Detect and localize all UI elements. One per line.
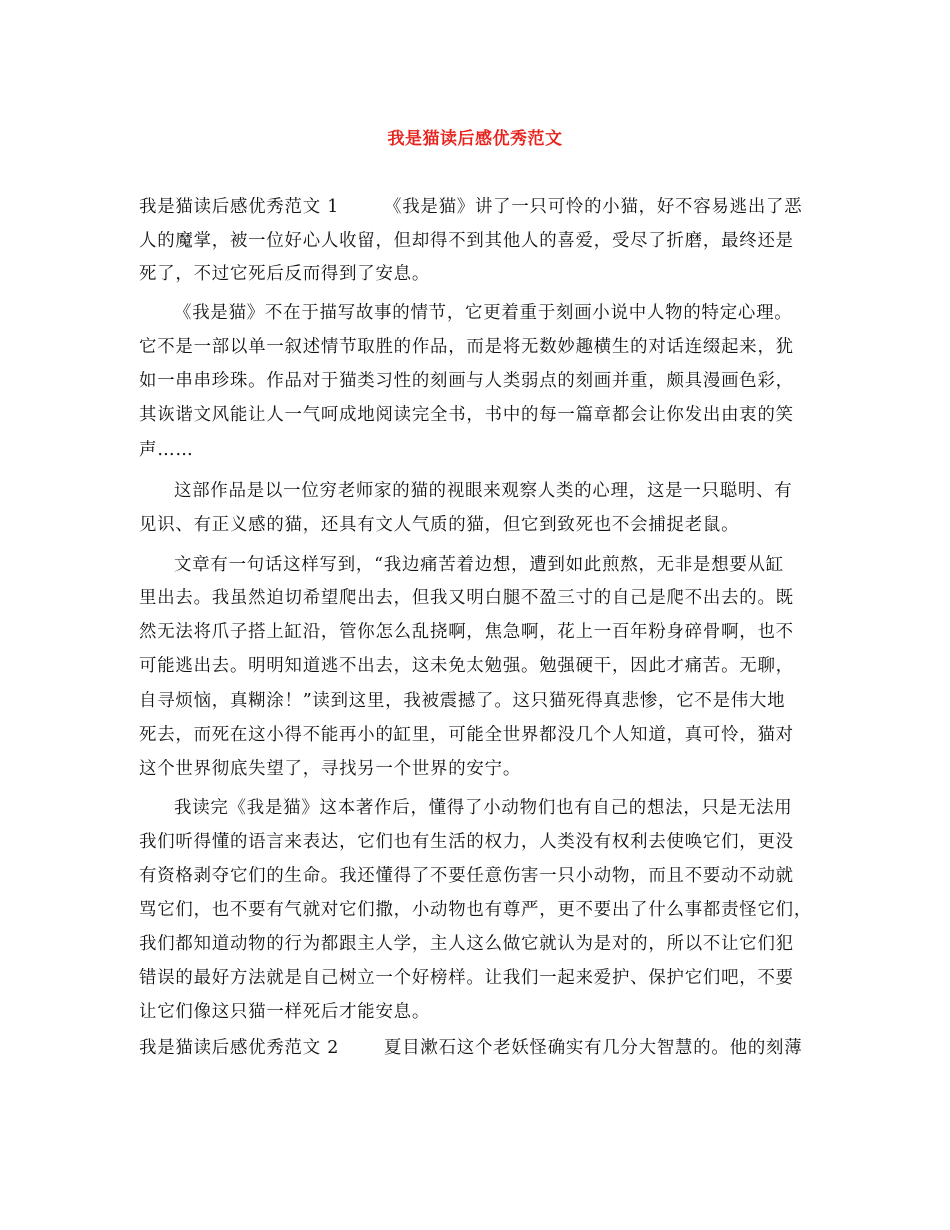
text-line: 可能逃出去。明明知道逃不出去，这未免太勉强。勉强硬干，因此才痛苦。无聊， xyxy=(139,656,794,676)
text-line: 骂它们，也不要有气就对它们撒，小动物也有尊严，更不要出了什么事都责怪它们， xyxy=(139,900,813,920)
text-line: 自寻烦恼，真糊涂！”读到这里，我被震撼了。这只猫死得真悲惨，它不是伟大地 xyxy=(139,691,786,711)
text-line: 然无法将爪子搭上缸沿，管你怎么乱挠啊，焦急啊，花上一百年粉身碎骨啊，也不 xyxy=(139,622,794,642)
text-line: 我们听得懂的语言来表达，它们也有生活的权力，人类没有权利去使唤它们，更没 xyxy=(139,832,794,852)
text-line: 错误的最好方法就是自己树立一个好榜样。让我们一起来爱护、保护它们吧，不要 xyxy=(139,968,794,988)
text-line: 死去，而死在这小得不能再小的缸里，可能全世界都没几个人知道，真可怜，猫对 xyxy=(139,725,794,745)
text-line: 我们都知道动物的行为都跟主人学，主人这么做它就认为是对的，所以不让它们犯 xyxy=(139,934,794,954)
text-line: 我读完《我是猫》这本著作后，懂得了小动物们也有自己的想法，只是无法用 xyxy=(174,798,793,818)
essay-1-first-line xyxy=(139,195,839,219)
text-line: 这个世界彻底失望了，寻找另一个世界的安宁。 xyxy=(139,759,522,779)
essay-1-heading: 我是猫读后感优秀范文 1 xyxy=(139,197,340,217)
text-line: 声…… xyxy=(139,440,194,460)
essay-2-first-line xyxy=(139,1036,839,1060)
text-line: 里出去。我虽然迫切希望爬出去，但我又明白腿不盈三寸的自己是爬不出去的。既 xyxy=(139,588,794,608)
text-line: 《我是猫》不在于描写故事的情节，它更着重于刻画小说中人物的特定心理。 xyxy=(174,303,793,323)
text-line: 其诙谐文风能让人一气呵成地阅读完全书，书中的每一篇章都会让你发出由衷的笑 xyxy=(139,405,794,425)
text-line: 见识、有正义感的猫，还具有文人气质的猫，但它到致死也不会捕捉老鼠。 xyxy=(139,515,740,535)
text-line: 有资格剥夺它们的生命。我还懂得了不要任意伤害一只小动物，而且不要动不动就 xyxy=(139,866,794,886)
text-line: 让它们像这只猫一样死后才能安息。 xyxy=(139,1002,431,1022)
text-line: 人的魔掌，被一位好心人收留，但却得不到其他人的喜爱，受尽了折磨，最终还是 xyxy=(139,231,794,251)
text-line: 夏目漱石这个老妖怪确实有几分大智慧的。他的刻薄 xyxy=(384,1038,803,1058)
essay-2-heading: 我是猫读后感优秀范文 2 xyxy=(139,1038,340,1058)
text-line: 它不是一部以单一叙述情节取胜的作品，而是将无数妙趣横生的对话连缀起来，犹 xyxy=(139,337,794,357)
text-line: 死了，不过它死后反而得到了安息。 xyxy=(139,264,431,284)
text-line: 文章有一句话这样写到，“我边痛苦着边想，遭到如此煎熬，无非是想要从缸 xyxy=(174,555,784,575)
text-line: 《我是猫》讲了一只可怜的小猫，好不容易逃出了恶 xyxy=(384,197,803,217)
document-title: 我是猫读后感优秀范文 xyxy=(387,129,563,149)
text-line: 这部作品是以一位穷老师家的猫的视眼来观察人类的心理，这是一只聪明、有 xyxy=(174,481,793,501)
text-line: 如一串串珍珠。作品对于猫类习性的刻画与人类弱点的刻画并重，颇具漫画色彩， xyxy=(139,371,794,391)
